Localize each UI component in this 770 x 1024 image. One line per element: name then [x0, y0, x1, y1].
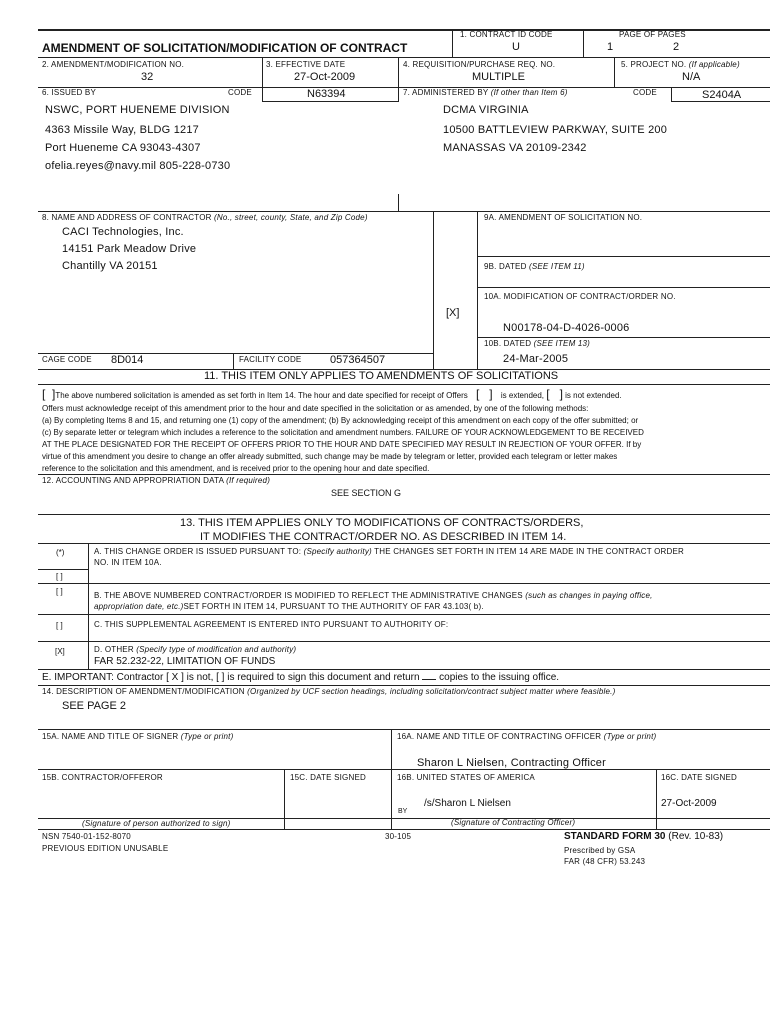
modification-contract-label: 10A. MODIFICATION OF CONTRACT/ORDER NO.	[484, 292, 676, 301]
rule	[398, 194, 399, 212]
amendment-solicitation-label: 9A. AMENDMENT OF SOLICITATION NO.	[484, 213, 643, 222]
rule	[38, 729, 770, 730]
item11-line: reference to the solicitation and this amendment, and is received prior to the opening hour and date specified.	[42, 464, 430, 473]
page-of-pages-label: PAGE OF PAGES	[619, 30, 686, 39]
item13a-text: NO. IN ITEM 10A.	[94, 558, 162, 567]
amendment-no-label: 2. AMENDMENT/MODIFICATION NO.	[42, 60, 185, 69]
contracting-officer-signature: /s/Sharon L Nielsen	[424, 798, 511, 809]
effective-date-value: 27-Oct-2009	[294, 71, 356, 83]
cage-code-label: CAGE CODE	[42, 355, 92, 364]
dated-10b-label: 10B. DATED (SEE ITEM 13)	[484, 339, 591, 348]
rule	[38, 583, 770, 584]
item13d-mark: [X]	[55, 647, 65, 656]
issuer-address-line: 4363 Missile Way, BLDG 1217	[45, 124, 199, 136]
modification-checkbox: [X]	[446, 307, 460, 319]
rule	[38, 614, 770, 615]
rule	[38, 474, 770, 475]
rule	[477, 287, 770, 288]
rule	[38, 569, 88, 570]
officer-signature-note: (Signature of Contracting Officer)	[451, 818, 576, 827]
rule	[38, 685, 770, 686]
item13d-value: FAR 52.232-22, LIMITATION OF FUNDS	[94, 656, 276, 667]
rule	[38, 669, 770, 670]
item13-title: 13. THIS ITEM APPLIES ONLY TO MODIFICATIONS OF CONTRACTS/ORDERS,	[180, 517, 584, 529]
item11-line: virtue of this amendment you desire to change an offer already submitted, such change may be made by telegram or letter, provided each telegram or letter makes	[42, 452, 618, 461]
rule	[233, 353, 234, 369]
item13a-mark: (*)	[56, 548, 65, 557]
issued-code-label: CODE	[228, 88, 252, 97]
signature-note: (Signature of person authorized to sign)	[82, 819, 231, 828]
date-signed-16c-value: 27-Oct-2009	[661, 798, 717, 809]
important-notice: E. IMPORTANT: Contractor [ X ] is not, [ ] is required to sign this document and return copies to the issuing office.	[42, 672, 560, 683]
dated-9b-label: 9B. DATED (SEE ITEM 11)	[484, 262, 585, 271]
admin-address-line: DCMA VIRGINIA	[443, 104, 529, 116]
description-value: SEE PAGE 2	[62, 700, 126, 712]
by-label: BY	[398, 808, 408, 815]
contract-id-label: 1. CONTRACT ID CODE	[460, 30, 553, 39]
rule	[614, 57, 615, 87]
rule	[656, 769, 657, 829]
contracting-officer-label: 16A. NAME AND TITLE OF CONTRACTING OFFICER (Type or print)	[397, 732, 657, 741]
rule	[38, 384, 770, 385]
pages-total: 2	[673, 41, 680, 53]
rule	[38, 829, 770, 830]
contractor-offeror-label: 15B. CONTRACTOR/OFFEROR	[42, 773, 163, 782]
date-signed-16c-label: 16C. DATE SIGNED	[661, 773, 737, 782]
amendment-no-value: 32	[141, 71, 154, 83]
rule	[262, 57, 263, 102]
page-number: 1	[607, 41, 614, 53]
standard-form: STANDARD FORM 30 (Rev. 10-83)	[564, 831, 724, 842]
item13c-text: C. THIS SUPPLEMENTAL AGREEMENT IS ENTERED INTO PURSUANT TO AUTHORITY OF:	[94, 620, 449, 629]
previous-edition-note: PREVIOUS EDITION UNUSABLE	[42, 844, 169, 853]
contracting-officer-name: Sharon L Nielsen, Contracting Officer	[417, 757, 606, 769]
checkbox-bracket: [ ]	[546, 387, 563, 401]
rule	[398, 57, 399, 102]
rule	[477, 337, 770, 338]
item13b-text: appropriation date, etc.)SET FORTH IN ITEM 14, PURSUANT TO THE AUTHORITY OF FAR 43.103( b).	[94, 602, 484, 611]
rule	[88, 543, 89, 669]
rule	[38, 769, 770, 770]
contract-id-value: U	[512, 41, 520, 53]
facility-code-value: 057364507	[330, 354, 386, 366]
rule	[452, 29, 453, 57]
item13d-text: D. OTHER (Specify type of modification and authority)	[94, 645, 297, 654]
prescribed-by: Prescribed by GSA	[564, 846, 636, 855]
item11-line: (c) By separate letter or telegram which includes a reference to the solicitation and amendment numbers. FAILURE OF YOUR ACKNOWLEDGEMENT TO BE RECEIVED	[42, 428, 644, 437]
issuer-address-line: NSWC, PORT HUENEME DIVISION	[45, 104, 230, 116]
item11-line: (a) By completing Items 8 and 15, and returning one (1) copy of the amendment; (b) By acknowledging receipt of this amendment on each copy of the offer submitted; or	[42, 416, 639, 425]
form-title: AMENDMENT OF SOLICITATION/MODIFICATION OF CONTRACT	[42, 41, 408, 55]
cage-code-value: 8D014	[111, 354, 144, 366]
admin-code-value: S2404A	[702, 89, 742, 101]
item11-line: Offers must acknowledge receipt of this amendment prior to the hour and date specified in the solicitation or as amended, by one of the following methods:	[42, 404, 589, 413]
issuer-address-line: Port Hueneme CA 93043-4307	[45, 142, 201, 154]
signer-name-label: 15A. NAME AND TITLE OF SIGNER (Type or print)	[42, 732, 234, 741]
usa-label: 16B. UNITED STATES OF AMERICA	[397, 773, 535, 782]
contractor-street: 14151 Park Meadow Drive	[62, 243, 197, 255]
effective-date-label: 3. EFFECTIVE DATE	[266, 60, 346, 69]
rule	[391, 729, 392, 829]
rule	[433, 211, 434, 369]
far-reference: FAR (48 CFR) 53.243	[564, 857, 646, 866]
item13c-mark: [ ]	[56, 621, 63, 630]
admin-address-line: 10500 BATTLEVIEW PARKWAY, SUITE 200	[443, 124, 668, 136]
checkbox-bracket: [ ]	[475, 387, 493, 401]
date-signed-15c-label: 15C. DATE SIGNED	[290, 773, 366, 782]
rule	[671, 87, 672, 102]
contractor-city: Chantilly VA 20151	[62, 260, 158, 272]
issuer-email-phone: ofelia.reyes@navy.mil 805-228-0730	[45, 160, 231, 172]
item11-line: AT THE PLACE DESIGNATED FOR THE RECEIPT OF OFFERS PRIOR TO THE HOUR AND DATE SPECIFIED MAY RESULT IN REJECTION OF YOUR OFFER. If by	[42, 440, 642, 449]
item11-line: [ ]The above numbered solicitation is amended as set forth in Item 14. The hour and date specified for receipt of Offers [ ] is extended, [ ] is not extended.	[42, 387, 622, 401]
rule	[38, 211, 770, 212]
dated-10b-value: 24-Mar-2005	[503, 353, 569, 365]
administered-by-label: 7. ADMINISTERED BY (If other than Item 6)	[403, 88, 568, 97]
rule	[38, 543, 770, 544]
requisition-label: 4. REQUISITION/PURCHASE REQ. NO.	[403, 60, 556, 69]
contractor-label: 8. NAME AND ADDRESS OF CONTRACTOR (No., street, county, State, and Zip Code)	[42, 213, 368, 222]
requisition-value: MULTIPLE	[472, 71, 525, 83]
facility-code-label: FACILITY CODE	[239, 355, 302, 364]
issued-code-value: N63394	[307, 88, 346, 100]
rule	[38, 57, 770, 58]
rule	[262, 101, 398, 102]
admin-code-label: CODE	[633, 88, 657, 97]
project-no-value: N/A	[682, 71, 701, 83]
checkbox-bracket: [ ]	[42, 387, 56, 401]
item13-subtitle: IT MODIFIES THE CONTRACT/ORDER NO. AS DESCRIBED IN ITEM 14.	[200, 531, 567, 543]
rule	[583, 29, 584, 57]
admin-address-line: MANASSAS VA 20109-2342	[443, 142, 587, 154]
modification-contract-value: N00178-04-D-4026-0006	[503, 322, 630, 334]
contractor-name: CACI Technologies, Inc.	[62, 226, 184, 238]
item13b-text: B. THE ABOVE NUMBERED CONTRACT/ORDER IS MODIFIED TO REFLECT THE ADMINISTRATIVE CHANGES (such as changes in paying office,	[94, 591, 653, 600]
form-code: 30-105	[385, 832, 412, 841]
rule	[38, 514, 770, 515]
nsn-number: NSN 7540-01-152-8070	[42, 832, 131, 841]
rule	[671, 101, 770, 102]
item13b-mark: [ ]	[56, 587, 63, 596]
rule	[284, 769, 285, 829]
item11-title: 11. THIS ITEM ONLY APPLIES TO AMENDMENTS OF SOLICITATIONS	[204, 370, 559, 382]
project-no-label: 5. PROJECT NO. (If applicable)	[621, 60, 740, 69]
description-label: 14. DESCRIPTION OF AMENDMENT/MODIFICATION (Organized by UCF section headings, including solicitation/contract subject matter where feasible.)	[42, 687, 616, 696]
accounting-value: SEE SECTION G	[331, 488, 402, 498]
rule	[38, 641, 770, 642]
rule	[477, 211, 478, 369]
item13a-text: A. THIS CHANGE ORDER IS ISSUED PURSUANT TO: (Specify authority) THE CHANGES SET FORTH IN ITEM 14 ARE MADE IN THE CONTRACT ORDER	[94, 547, 684, 556]
rule	[477, 256, 770, 257]
blank-checkbox: [ ]	[56, 572, 63, 581]
copies-blank	[422, 679, 436, 680]
accounting-label: 12. ACCOUNTING AND APPROPRIATION DATA (If required)	[42, 476, 271, 485]
issued-by-label: 6. ISSUED BY	[42, 88, 96, 97]
